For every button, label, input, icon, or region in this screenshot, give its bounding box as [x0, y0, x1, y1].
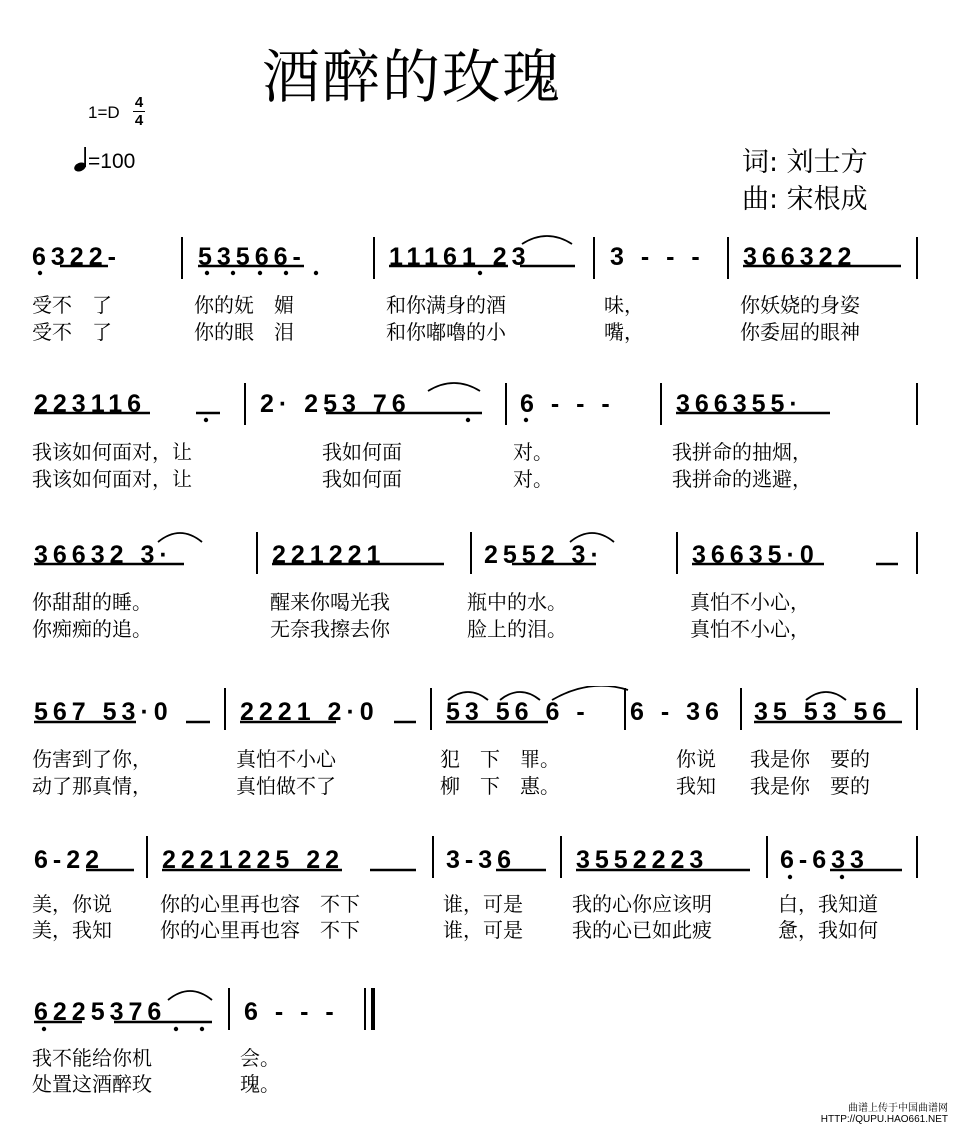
lyric-verse1: 瓶中的水。 [467, 590, 567, 614]
measure-notes: 567 53·0 [34, 698, 173, 726]
measure-notes: 53566- [198, 243, 306, 271]
measure-notes: 6 - - - [244, 998, 339, 1026]
lyric-verse2: 你的眼 泪 [194, 320, 294, 344]
lyric-verse1: 你甜甜的睡。 [32, 590, 152, 614]
lyric-verse2: 和你嘟嚕的小 [386, 320, 506, 344]
footer-site: 曲谱上传于中国曲谱网 [848, 1103, 948, 1114]
lyric-verse2: 无奈我擦去你 [270, 617, 390, 641]
measure-notes: 53 56 6 - [446, 698, 590, 726]
source-footer [821, 1103, 948, 1125]
measure-notes: 6 - 36 [630, 698, 724, 726]
measure-notes: 2· 253 76 [260, 390, 411, 418]
lyric-verse1: 真怕不小心， [690, 590, 810, 614]
measure-notes: 36635·0 [692, 541, 819, 569]
lyric-verse1: 和你满身的酒 [386, 293, 506, 317]
lyric-verse2: 对。 [513, 467, 553, 491]
lyric-verse2: 真怕做不了 [236, 774, 336, 798]
lyric-verse1: 谁，可是 [443, 892, 523, 916]
rhythm-marks [0, 528, 954, 588]
lyric-verse2: 美，我知 [32, 918, 112, 942]
lyric-verse1: 美，你说 [32, 892, 112, 916]
lyric-verse1: 你说 [676, 747, 716, 771]
measure-notes: 6-633 [780, 846, 869, 874]
lyric-verse1: 我该如何面对，让 [32, 440, 192, 464]
measure-notes: 366355· [676, 390, 803, 418]
time-signature-top: 4 [134, 94, 144, 111]
lyric-verse1: 我如何面 [322, 440, 402, 464]
measure-notes: 3 - - - [610, 243, 705, 271]
measure-notes: 3-36 [446, 846, 517, 874]
lyric-verse1: 伤害到了你， [32, 747, 152, 771]
rhythm-marks [0, 834, 954, 894]
lyric-verse1: 受不 了 [32, 293, 112, 317]
measure-notes: 2221 2·0 [240, 698, 379, 726]
lyric-verse2: 你的心里再也容 不下 [160, 918, 360, 942]
measure-notes: 223116 [34, 390, 147, 418]
lyric-verse1: 味， [604, 293, 644, 317]
lyric-verse1: 你的妩 媚 [194, 293, 294, 317]
page-title: 酒醉的玫瑰 [262, 43, 563, 111]
lyric-verse2: 你痴痴的追。 [32, 617, 152, 641]
lyric-verse1: 我不能给你机 [32, 1046, 152, 1070]
lyric-verse2: 动了那真情， [32, 774, 152, 798]
measure-notes: 11161 23 [389, 243, 531, 271]
composer: 曲: 宋根成 [742, 184, 868, 215]
rhythm-marks [0, 986, 954, 1046]
time-signature [132, 94, 146, 129]
tempo-value: =100 [88, 150, 136, 173]
lyric-verse2: 受不 了 [32, 320, 112, 344]
measure-notes: 2221225 22 [162, 846, 345, 874]
measure-notes: 6-22 [34, 846, 105, 874]
lyric-verse2: 我的心已如此疲 [572, 918, 712, 942]
lyric-verse1: 对。 [513, 440, 553, 464]
lyric-verse1: 我是你 要的 [750, 747, 870, 771]
lyric-verse2: 脸上的泪。 [467, 617, 567, 641]
lyric-verse2: 谁，可是 [443, 918, 523, 942]
measure-notes: 6 - - - [520, 390, 615, 418]
lyric-verse2: 处置这酒醉玫 [32, 1072, 152, 1096]
lyric-verse2: 柳 下 惠。 [440, 774, 560, 798]
lyric-verse2: 我拼命的逃避， [672, 467, 812, 491]
lyric-verse1: 你的心里再也容 不下 [160, 892, 360, 916]
key-signature: 1=D [88, 103, 120, 122]
lyric-verse1: 我拼命的抽烟， [672, 440, 812, 464]
measure-notes: 36632 3· [34, 541, 173, 569]
lyric-verse2: 瑰。 [240, 1072, 280, 1096]
quarter-note-icon [72, 150, 88, 172]
lyric-verse2: 你委屈的眼神 [740, 320, 860, 344]
lyric-verse1: 你妖娆的身姿 [740, 293, 860, 317]
lyric-verse1: 我的心你应该明 [572, 892, 712, 916]
lyric-verse2: 我如何面 [322, 467, 402, 491]
lyric-verse1: 犯 下 罪。 [440, 747, 560, 771]
measure-notes: 3552223 [576, 846, 709, 874]
measure-notes: 6322- [32, 243, 121, 271]
measure-notes: 2552 3· [484, 541, 604, 569]
lyric-verse2: 真怕不小心， [690, 617, 810, 641]
measure-notes: 221221 [272, 541, 386, 569]
lyricist: 词: 刘士方 [742, 147, 868, 178]
lyric-verse2: 嘴， [604, 320, 644, 344]
measure-notes: 6225376 [34, 998, 167, 1026]
lyric-verse2: 我是你 要的 [750, 774, 870, 798]
lyric-verse1: 真怕不小心 [236, 747, 336, 771]
lyric-verse2: 惫，我如何 [778, 918, 878, 942]
tempo-marking [72, 150, 135, 174]
lyric-verse1: 醒来你喝光我 [270, 590, 390, 614]
rhythm-marks [0, 230, 954, 290]
measure-notes: 35 53 56 [754, 698, 892, 726]
lyric-verse2: 我知 [676, 774, 716, 798]
footer-url: HTTP://QUPU.HAO661.NET [820, 1114, 948, 1125]
lyric-verse2: 我该如何面对，让 [32, 467, 192, 491]
lyric-verse1: 白，我知道 [778, 892, 878, 916]
time-signature-bottom: 4 [134, 112, 144, 129]
measure-notes: 366322 [743, 243, 857, 271]
rhythm-marks [0, 377, 954, 437]
rhythm-marks [0, 686, 954, 746]
lyric-verse1: 会。 [240, 1046, 280, 1070]
